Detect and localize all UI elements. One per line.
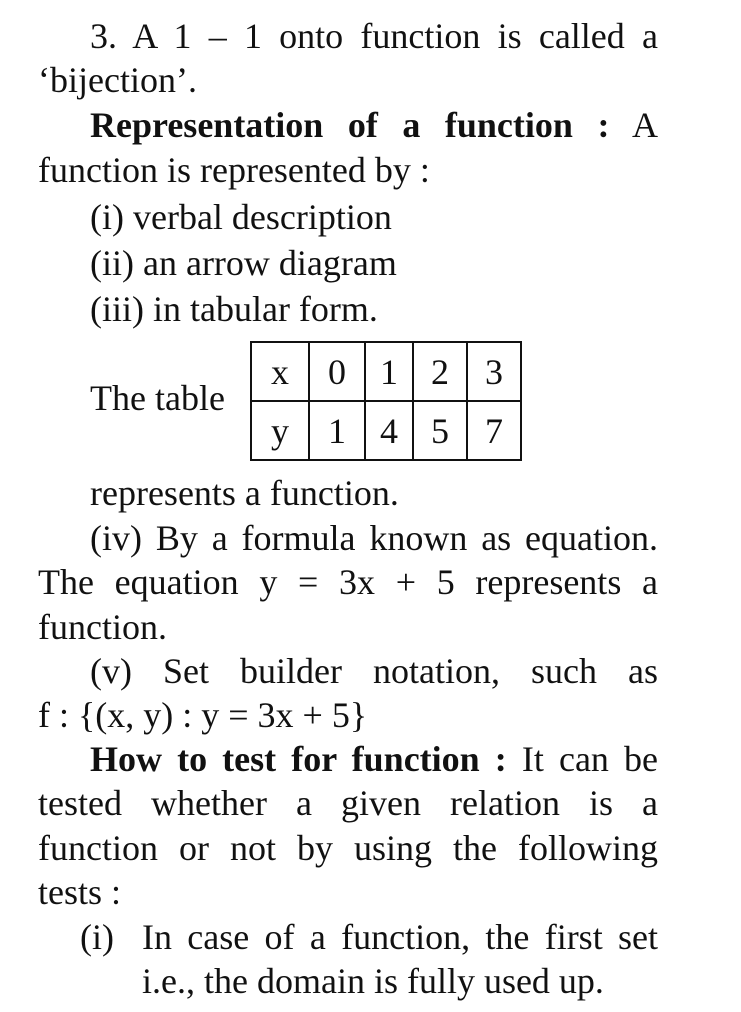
list-item-arrow: (ii) an arrow diagram: [90, 243, 397, 283]
text-line-13: (v) Set builder notation, such as: [90, 651, 658, 691]
text-line-10: (iv) By a formula known as equation.: [90, 518, 658, 558]
text-line-16: tested whether a given relation is a: [38, 783, 658, 823]
table-cell: 3: [467, 342, 521, 401]
test-item-line-2: i.e., the domain is fully used up.: [142, 961, 604, 1001]
test-line: [90, 737, 658, 781]
table-cell: x: [251, 342, 309, 401]
table-cell: y: [251, 401, 309, 460]
text-line-18: tests :: [38, 872, 122, 912]
text-line-1: 3. A 1 – 1 onto function is called a: [90, 16, 658, 56]
representation-heading: Representation of a function :: [90, 105, 610, 145]
function-table: [250, 341, 522, 461]
table-cell: 5: [413, 401, 467, 460]
table-cell: 7: [467, 401, 521, 460]
text-line-17: function or not by using the following: [38, 828, 658, 868]
text-line-4: function is represented by :: [38, 150, 430, 190]
text-line-2: ‘bijection’.: [38, 60, 197, 100]
list-item-verbal: (i) verbal description: [90, 197, 392, 237]
text-line-12: function.: [38, 607, 167, 647]
representation-rest: A: [609, 105, 658, 145]
test-item-line-1: In case of a function, the first set: [142, 917, 658, 957]
table-cell: 4: [365, 401, 413, 460]
test-rest: It can be: [506, 739, 658, 779]
table-cell: 1: [365, 342, 413, 401]
representation-line: [90, 103, 658, 147]
text-line-11: The equation y = 3x + 5 represents a: [38, 562, 658, 602]
table-cell: 2: [413, 342, 467, 401]
text-line-14: f : {(x, y) : y = 3x + 5}: [38, 695, 368, 735]
table-cell: 0: [309, 342, 365, 401]
text-line-9: represents a function.: [90, 473, 399, 513]
test-item-number: (i): [80, 917, 114, 957]
table-label: The table: [90, 378, 225, 418]
table-row-y: [251, 401, 521, 460]
table-cell: 1: [309, 401, 365, 460]
list-item-tabular: (iii) in tabular form.: [90, 289, 378, 329]
test-heading: How to test for function :: [90, 739, 507, 779]
table-row-x: [251, 342, 521, 401]
